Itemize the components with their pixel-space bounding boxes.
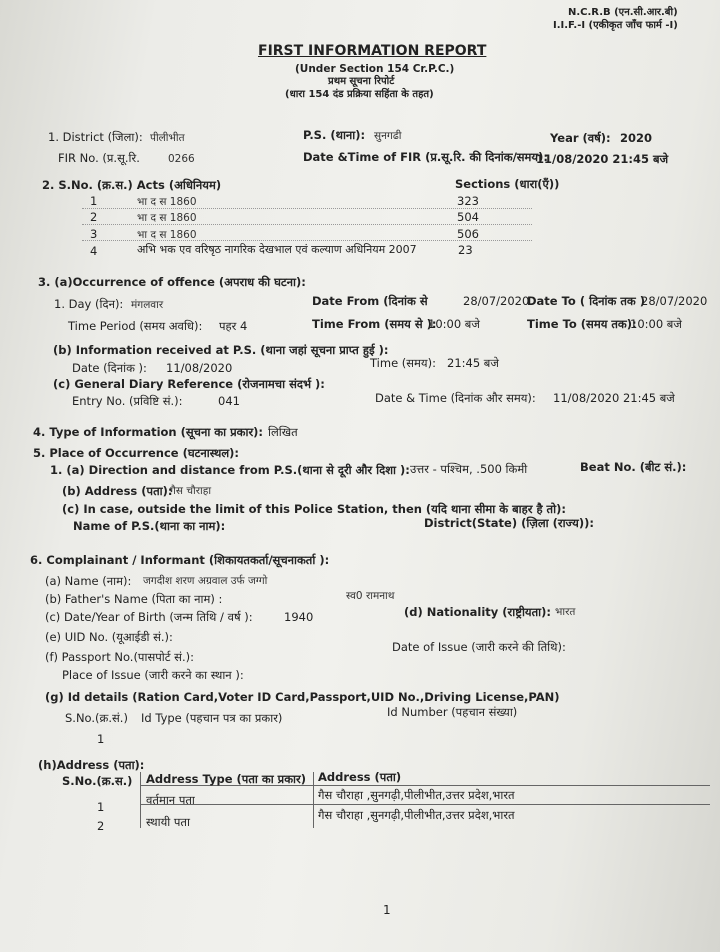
dob-label: (c) Date/Year of Birth (जन्म तिथि / वर्ष ): xyxy=(45,610,253,624)
iif-code: I.I.F.-I (एकीकृत जाँच फार्म -I) xyxy=(553,20,678,31)
info-time-value: 21:45 बजे xyxy=(447,356,499,370)
id-col-number: Id Number (पहचान संख्या) xyxy=(387,705,518,719)
date-from-label: Date From (दिनांक से xyxy=(312,294,428,308)
passport-label: (f) Passport No.(पासपोर्ट सं.): xyxy=(45,650,194,664)
fir-datetime-value: 11/08/2020 21:45 बजे xyxy=(536,152,669,166)
id-col-type: Id Type (पहचान पत्र का प्रकार) xyxy=(141,711,283,725)
address-col-type: Address Type (पता का प्रकार) xyxy=(146,772,306,786)
date-to-label: Date To ( दिनांक तक ) xyxy=(527,294,646,308)
act-sno: 1 xyxy=(90,194,98,208)
acts-label: 2. S.No. (क्र.स.) Acts (अधिनियम) xyxy=(42,178,222,192)
ps-value: सुनगढी xyxy=(374,130,402,142)
address-value: गैस चौराहा xyxy=(170,485,212,497)
day-value: मंगलवार xyxy=(131,299,164,311)
act-sno: 2 xyxy=(90,210,98,224)
act-name: अभि भक एव वरिषृठ नागरिक देखभाल एवं कल्याण अधिनियम 2007 xyxy=(137,243,417,256)
time-from-value: 10:00 बजे xyxy=(428,317,480,331)
address-row-value: गैस चौराहा ,सुनगढ़ी,पीलीभीत,उत्तर प्रदेश,भारत xyxy=(318,808,515,822)
issue-date-label: Date of Issue (जारी करने की तिथि): xyxy=(392,640,566,654)
nationality-value: भारत xyxy=(555,606,576,618)
act-sno: 3 xyxy=(90,227,98,241)
complainant-label: 6. Complainant / Informant (शिकायतकर्ता/सूचनाकर्ता ): xyxy=(30,553,330,567)
address-row-value: गैस चौराहा ,सुनगढ़ी,पीलीभीत,उत्तर प्रदेश,भारत xyxy=(318,788,515,802)
place-of-occurrence-label: 5. Place of Occurrence (घटनास्थल): xyxy=(33,446,240,460)
complainant-name-label: (a) Name (नाम): xyxy=(45,574,132,588)
address-section-label: (h)Address (पता): xyxy=(38,758,145,772)
gd-datetime-label: Date & Time (दिनांक और समय): xyxy=(375,391,536,405)
day-label: 1. Day (दिन): xyxy=(54,297,124,311)
report-hindi-subtitle: (धारा 154 दंड प्रक्रिया सहिंता के तहत) xyxy=(285,89,434,100)
address-row-sno: 1 xyxy=(97,800,105,814)
entry-no-value: 041 xyxy=(218,394,240,408)
gd-reference-label: (c) General Diary Reference (रोजनामचा संदर्भ ): xyxy=(53,377,325,391)
info-type-label: 4. Type of Information (सूचना का प्रकार): xyxy=(33,425,264,439)
outside-limit-label: (c) In case, outside the limit of this Police Station, then (यदि थाना सीमा के बाहर है तो): xyxy=(62,502,566,516)
father-name-label: (b) Father's Name (पिता का नाम) : xyxy=(45,592,223,606)
address-table-line xyxy=(140,804,710,805)
complainant-name-value: जगदीश शरण अग्रवाल उर्फ जग्गो xyxy=(143,575,268,587)
page-number: 1 xyxy=(383,903,391,917)
address-table-line xyxy=(140,772,141,828)
address-col-sno: S.No.(क्र.स.) xyxy=(62,774,133,788)
act-section: 504 xyxy=(457,210,479,224)
info-time-label: Time (समय): xyxy=(370,356,436,370)
fir-no-label: FIR No. (प्र.सू.रि. xyxy=(58,151,140,165)
report-hindi-title: प्रथम सूचना रिपोर्ट xyxy=(328,76,395,87)
address-row-type: वर्तमान पता xyxy=(146,793,195,807)
id-row-sno: 1 xyxy=(97,732,105,746)
act-section: 23 xyxy=(458,243,473,257)
info-date-label: Date (दिनांक ): xyxy=(72,361,147,375)
address-row-sno: 2 xyxy=(97,819,105,833)
father-name-value: स्व0 रामनाथ xyxy=(346,590,395,602)
nationality-label: (d) Nationality (राष्ट्रीयता): xyxy=(404,605,551,619)
act-section: 323 xyxy=(457,194,479,208)
issue-place-label: Place of Issue (जारी करने का स्थान ): xyxy=(62,668,244,682)
address-table-line xyxy=(313,772,314,828)
year-label: Year (वर्ष): xyxy=(550,131,611,145)
id-details-label: (g) Id details (Ration Card,Voter ID Card,Passport,UID No.,Driving License,PAN) xyxy=(45,690,560,704)
sections-label: Sections (धारा(एँ)) xyxy=(455,177,560,191)
district-label: 1. District (जिला): xyxy=(48,130,143,144)
entry-no-label: Entry No. (प्रविष्टि सं.): xyxy=(72,394,183,408)
act-section: 506 xyxy=(457,227,479,241)
time-period-label: Time Period (समय अवधि): xyxy=(68,319,203,333)
occurrence-label: 3. (a)Occurrence of offence (अपराध की घटना): xyxy=(38,275,306,289)
time-from-label: Time From (समय से ): xyxy=(312,317,437,331)
fir-no-value: 0266 xyxy=(168,153,195,165)
act-name: भा द स 1860 xyxy=(137,196,197,208)
info-received-label: (b) Information received at P.S. (थाना जहां सूचना प्राप्त हुई ): xyxy=(53,343,389,357)
time-to-label: Time To (समय तक): xyxy=(527,317,637,331)
year-value: 2020 xyxy=(620,131,653,145)
district-value: पीलीभीत xyxy=(150,132,185,144)
direction-value: उत्तर - पश्चिम, .500 किमी xyxy=(410,462,528,476)
time-period-value: पहर 4 xyxy=(219,319,248,333)
district-state-label: District(State) (ज़िला (राज्य)): xyxy=(424,516,594,530)
address-row-type: स्थायी पता xyxy=(146,815,190,829)
report-subtitle: (Under Section 154 Cr.P.C.) xyxy=(295,63,455,75)
info-date-value: 11/08/2020 xyxy=(166,361,233,375)
ps-name-label: Name of P.S.(थाना का नाम): xyxy=(73,519,226,533)
beat-no-label: Beat No. (बीट सं.): xyxy=(580,460,687,474)
ncrb-code: N.C.R.B (एन.सी.आर.बी) xyxy=(568,7,678,18)
ps-label: P.S. (थाना): xyxy=(303,128,366,142)
date-to-value: 28/07/2020 xyxy=(641,294,708,308)
uid-label: (e) UID No. (यूआईडी सं.): xyxy=(45,630,173,644)
date-from-value: 28/07/2020 xyxy=(463,294,530,308)
info-type-value: लिखित xyxy=(268,425,298,439)
gd-datetime-value: 11/08/2020 21:45 बजे xyxy=(553,391,675,405)
id-col-sno: S.No.(क्र.सं.) xyxy=(65,711,128,725)
time-to-value: 10:00 बजे xyxy=(630,317,682,331)
address-col-address: Address (पता) xyxy=(318,770,402,784)
address-label: (b) Address (पता): xyxy=(62,484,173,498)
direction-label: 1. (a) Direction and distance from P.S.(थाना से दूरी और दिशा ): xyxy=(50,463,410,477)
act-name: भा द स 1860 xyxy=(137,212,197,224)
act-sno: 4 xyxy=(90,244,98,258)
dob-value: 1940 xyxy=(284,610,314,624)
fir-datetime-label: Date &Time of FIR (प्र.सू.रि. की दिनांक/समय): xyxy=(303,150,548,164)
report-title: FIRST INFORMATION REPORT xyxy=(258,43,487,59)
act-name: भा द स 1860 xyxy=(137,229,197,241)
